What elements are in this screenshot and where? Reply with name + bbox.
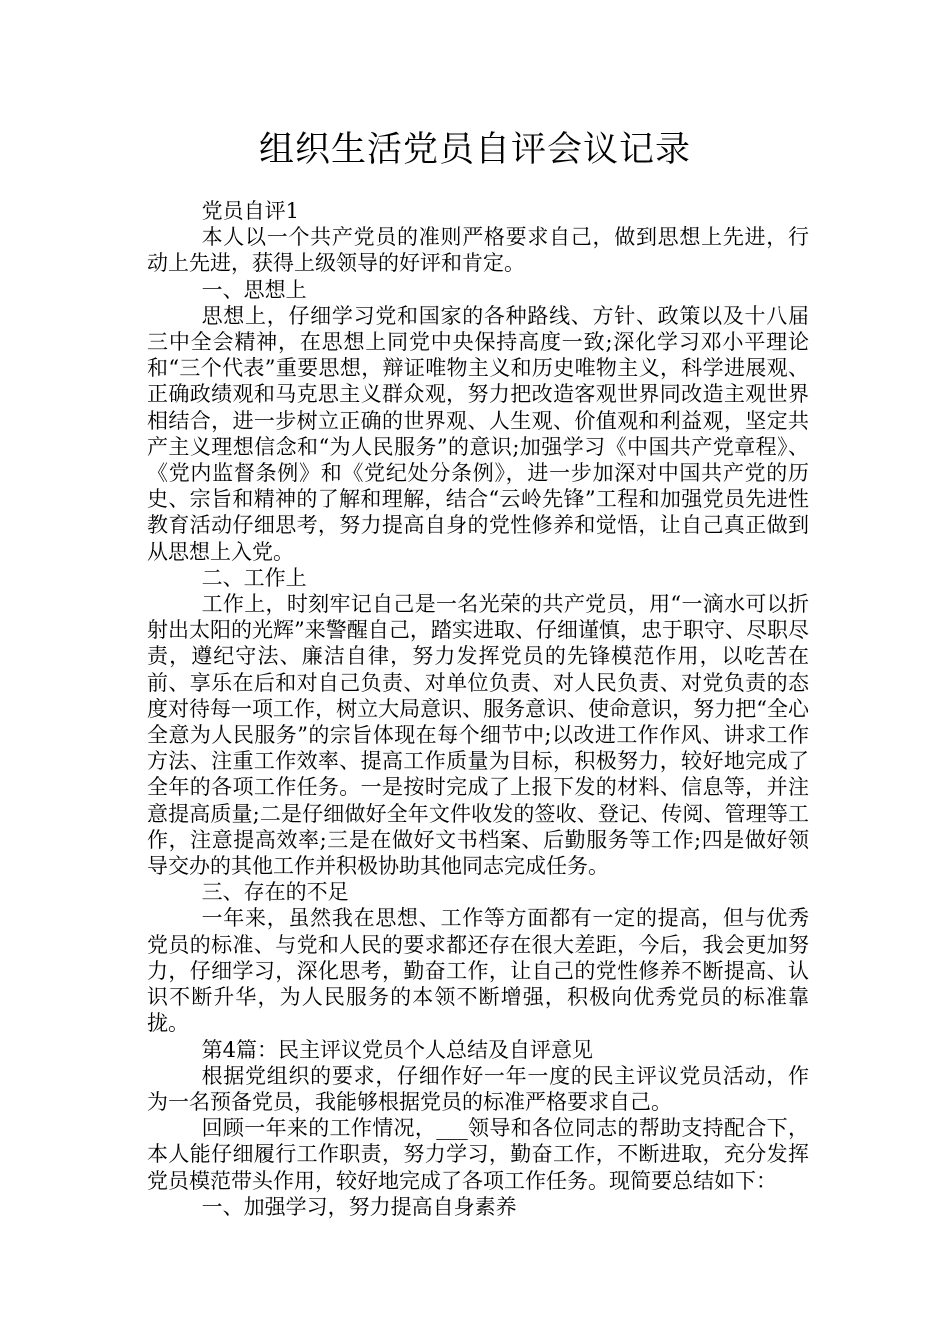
section-heading: 第4篇：民主评议党员个人总结及自评意见 (201, 1037, 593, 1062)
section-heading: 一、加强学习，努力提高自身素养 (201, 1194, 517, 1219)
paragraph: 思想上，仔细学习党和国家的各种路线、方针、政策以及十八届三中全会精神，在思想上同党中央保持高度一致;深化学习邓小平理论和“三个代表”重要思想，辩证唯物主义和历史唯物主义，科学进展观、正确政绩观和马克思主义群众观，努力把改造客观世界同改造主观世界相结合，进一步树立正确的世界观、人生观、价值观和利益观，坚定共产主义理想信念和“为人民服务”的意识;加强学习《中国共产党章程》、《党内监督条例》和《党纪处分条例》，进一步加深对中国共产党的历史、宗旨和精神的了解和理解，结合“云岭先锋”工程和加强党员先进性教育活动仔细思考，努力提高自身的党性修养和觉悟，让自己真正做到从思想上入党。 (147, 303, 809, 564)
paragraph: 党员自评1 (201, 199, 299, 223)
section-heading: 三、存在的不足 (201, 880, 349, 905)
section-heading: 一、思想上 (201, 277, 307, 302)
paragraph: 一年来，虽然我在思想、工作等方面都有一定的提高，但与优秀党员的标准、与党和人民的要求都还存在很大差距，今后，我会更加努力，仔细学习，深化思考，勤奋工作，让自己的党性修养不断提高、认识不断升华，为人民服务的本领不断增强，积极向优秀党员的标准靠拢。 (147, 906, 809, 1036)
paragraph: 根据党组织的要求，仔细作好一年一度的民主评议党员活动，作为一名预备党员，我能够根据党员的标准严格要求自己。 (147, 1063, 809, 1114)
paragraph: 工作上，时刻牢记自己是一名光荣的共产党员，用“一滴水可以折射出太阳的光辉”来警醒自己，踏实进取、仔细谨慎，忠于职守、尽职尽责，遵纪守法、廉洁自律，努力发挥党员的先锋模范作用，以吃苦在前、享乐在后和对自己负责、对单位负责、对人民负责、对党负责的态度对待每一项工作，树立大局意识、服务意识、使命意识，努力把“全心全意为人民服务”的宗旨体现在每个细节中;以改进工作作风、讲求工作方法、注重工作效率、提高工作质量为目标，积极努力，较好地完成了全年的各项工作任务。一是按时完成了上报下发的材料、信息等，并注意提高质量;二是仔细做好全年文件收发的签收、登记、传阅、管理等工作，注意提高效率;三是在做好文书档案、后勤服务等工作;四是做好领导交办的其他工作并积极协助其他同志完成任务。 (147, 592, 809, 879)
document-title: 组织生活党员自评会议记录 (258, 130, 691, 170)
paragraph: 本人以一个共产党员的准则严格要求自己，做到思想上先进，行动上先进，获得上级领导的好评和肯定。 (147, 225, 809, 276)
document-body (147, 198, 809, 1220)
section-heading: 二、工作上 (201, 565, 307, 590)
paragraph: 回顾一年来的工作情况，___领导和各位同志的帮助支持配合下，本人能仔细履行工作职责，努力学习，勤奋工作，不断进取，充分发挥党员模范带头作用，较好地完成了各项工作任务。现简要总结如下： (147, 1116, 809, 1193)
